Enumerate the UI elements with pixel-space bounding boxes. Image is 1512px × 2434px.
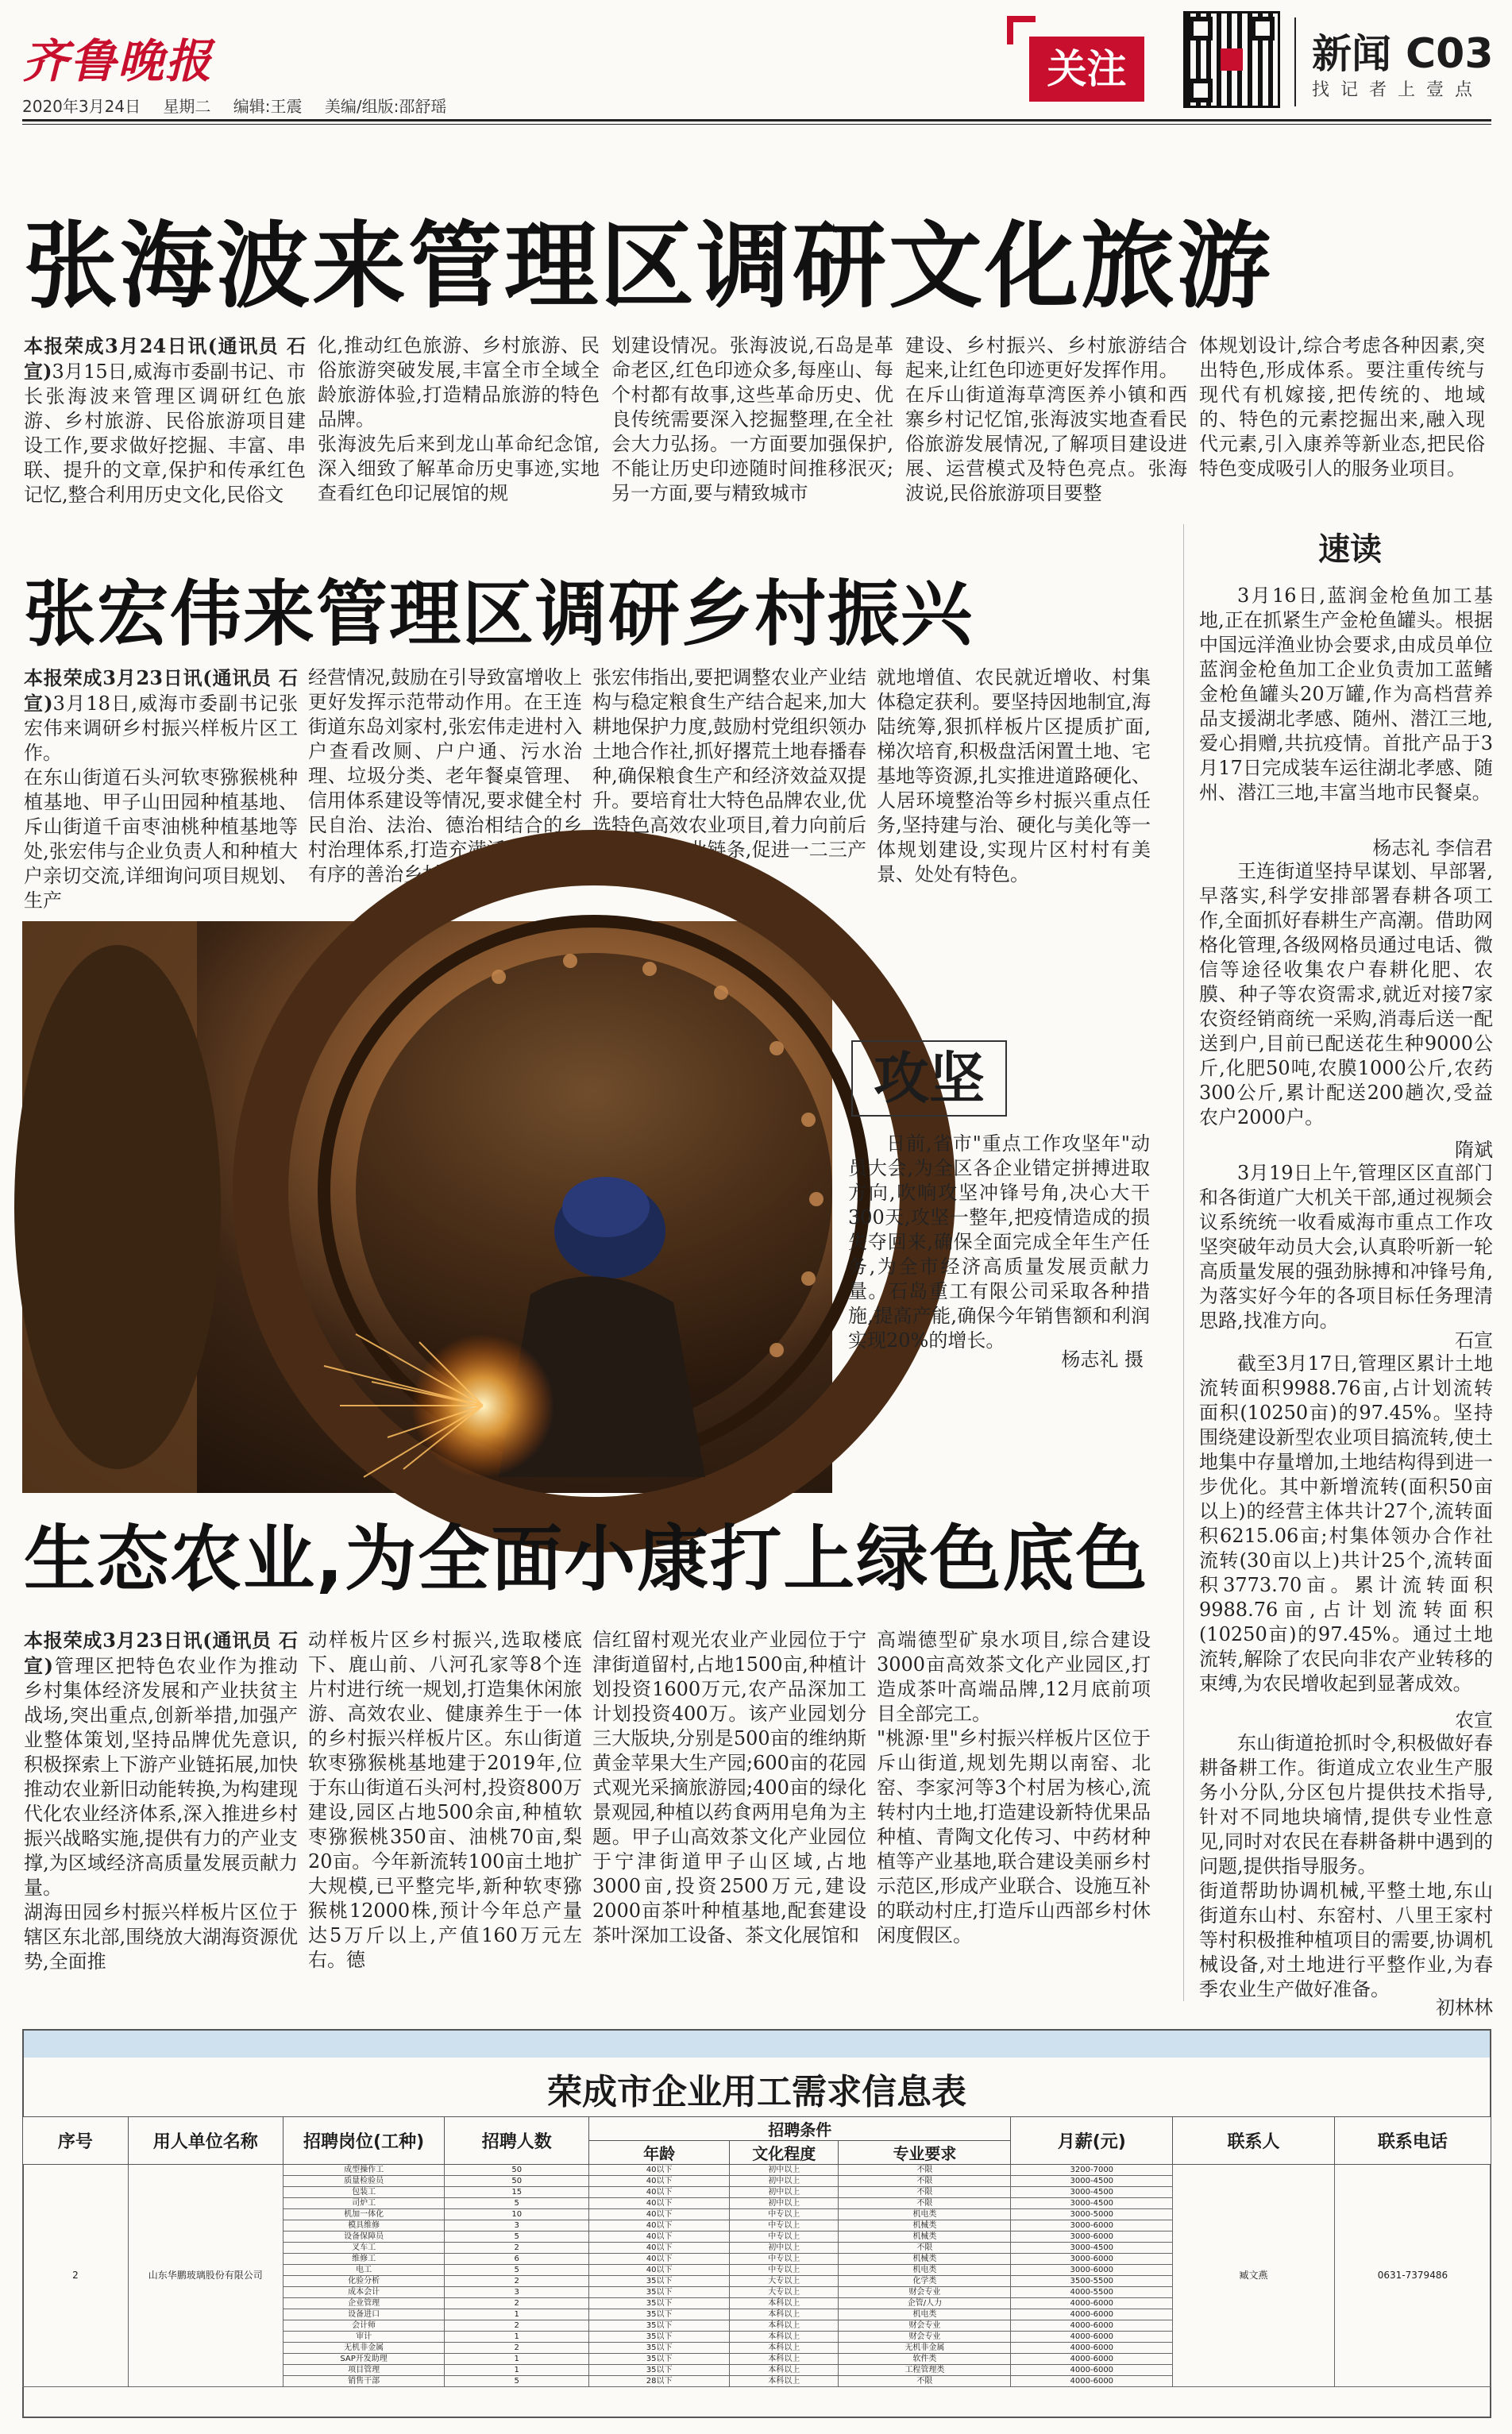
cell-count: 1 <box>445 2365 589 2376</box>
cell-age: 40以下 <box>589 2198 730 2209</box>
cell-count: 50 <box>445 2176 589 2187</box>
news-photo <box>22 921 832 1493</box>
cell-salary: 3000-5000 <box>1011 2209 1173 2220</box>
cell-count: 1 <box>445 2332 589 2343</box>
cell-education: 本科以上 <box>730 2354 839 2365</box>
sidebar-item-1-credit: 杨志礼 李信君 <box>1372 837 1493 859</box>
cell-count: 3 <box>445 2220 589 2231</box>
article3-column-3: 信红留村观光农业产业园位于宁津街道留村,占地1500亩,种植计划投资1600万元,农产品深加工计划投资400万。该产业园划分三大版块,分别是500亩的维纳斯黄金苹果大生产园;600亩的花园式观光采摘旅游园;400亩的绿化景观园,种植以药食两用皂角为主题。甲子山高效茶文化产业园位于宁津街道甲子山区域,占地3000亩,投资2500万元,建设2000亩茶叶种植基地,配套建设茶叶深加工设备、茶文化展馆和 <box>592 1629 866 1946</box>
feature-title-box <box>851 1040 1007 1117</box>
cell-age: 35以下 <box>589 2298 730 2309</box>
cell-age: 40以下 <box>589 2254 730 2265</box>
cell-education: 初中以上 <box>730 2176 839 2187</box>
cell-position: 成型操作工 <box>283 2165 445 2176</box>
cell-major: 工程管理类 <box>839 2365 1011 2376</box>
article3-headline: 生态农业,为全面小康打上绿色底色 <box>24 1518 1149 1601</box>
article1-text-1: 3月15日,威海市委副书记、市长张海波来管理区调研红色旅游、乡村旅游、民俗旅游项目建设工作,要求做好挖掘、丰富、串联、提升的文章,保护和传承红色记忆,整合利用历史文化,民俗文 <box>24 361 306 506</box>
cell-salary: 4000-6000 <box>1011 2309 1173 2320</box>
cell-salary: 4000-6000 <box>1011 2365 1173 2376</box>
cell-major: 企管/人力 <box>839 2298 1011 2309</box>
sidebar-divider <box>1183 524 1184 2001</box>
feature-title: 攻坚 <box>874 1046 985 1111</box>
cell-count: 5 <box>445 2265 589 2276</box>
designer-credit: 美编/组版:邵舒瑶 <box>324 97 447 116</box>
cell-education: 中专以上 <box>730 2220 839 2231</box>
cell-major: 机电类 <box>839 2309 1011 2320</box>
cell-position: 企业管理 <box>283 2298 445 2309</box>
feature-body: 日前,省市"重点工作攻坚年"动员大会,为全区各企业错定拼搏进取方向,吹响攻坚冲锋号角,决心大干300天,攻坚一整年,把疫情造成的损失夺回来,确保全面完成全年生产任务,为全市经济高质量发展贡献力量。石岛重工有限公司采取各种措施,提高产能,确保今年销售额和利润实现20%的增长。 <box>848 1132 1150 1352</box>
issue-date: 2020年3月24日 <box>22 97 141 116</box>
sidebar-item-3: 3月19日上午,管理区区直部门和各街道广大机关干部,通过视频会议系统统一收看威海市重点工作攻坚突破年动员大会,认真聆听新一轮高质量发展的强劲脉搏和冲锋号角,为落实好今年的各项目标任务理清思路,找准方向。 <box>1199 1162 1493 1332</box>
cell-education: 中专以上 <box>730 2254 839 2265</box>
cell-count: 5 <box>445 2198 589 2209</box>
sidebar-item-2-credit: 隋斌 <box>1455 1139 1493 1161</box>
cell-age: 40以下 <box>589 2209 730 2220</box>
sidebar-item-2: 王连街道坚持早谋划、早部署,早落实,科学安排部署春耕各项工作,全面抓好春耕生产高潮。借助网格化管理,各级网格员通过电话、微信等途径收集农户春耕化肥、农膜、种子等农资需求,就近对接7家农资经销商统一采购,消毒后送一配送到户,目前已配送花生种9000公斤,化肥50吨,农膜1000公斤,农药300公斤,累计配送200趟次,受益农户2000户。 <box>1199 860 1493 1128</box>
cell-count: 1 <box>445 2309 589 2320</box>
cell-major: 财会专业 <box>839 2320 1011 2332</box>
cell-age: 28以下 <box>589 2376 730 2387</box>
weekday: 星期二 <box>163 97 211 116</box>
jobs-table-title: 荣成市企业用工需求信息表 <box>547 2072 966 2112</box>
jobs-table-body <box>23 2165 1491 2387</box>
cell-age: 40以下 <box>589 2187 730 2198</box>
cell-contact: 臧文燕 <box>1173 2165 1335 2387</box>
cell-age: 35以下 <box>589 2365 730 2376</box>
cell-education: 本科以上 <box>730 2376 839 2387</box>
article1-column-3: 划建设情况。张海波说,石岛是革命老区,红色印迹众多,每座山、每个村都有故事,这些革命历史、优良传统需要深入挖掘整理,在全社会大力弘扬。一方面要加强保护,不能让历史印迹随时间推移泯灭;另一方面,要与精致城市 <box>611 334 893 504</box>
cell-major: 机电类 <box>839 2265 1011 2276</box>
cell-position: 设备保障员 <box>283 2231 445 2243</box>
cell-major: 财会专业 <box>839 2287 1011 2298</box>
article1-lead: 本报荣成3月24日讯(通讯员 石宣) <box>24 334 306 383</box>
sidebar-item-1: 3月16日,蓝润金枪鱼加工基地,正在抓紧生产金枪鱼罐头。根据中国远洋渔业协会要求,由成员单位蓝润金枪鱼加工企业负责加工蓝鳍金枪鱼罐头20万罐,作为高档营养品支援湖北孝感、随州、潜江三地,爱心捐赠,共抗疫情。首批产品于3月17日完成装车运往湖北孝感、随州、潜江三地,丰富当地市民餐桌。 <box>1199 584 1493 804</box>
cell-position: 会计师 <box>283 2320 445 2332</box>
cell-seq: 2 <box>23 2165 129 2387</box>
cell-age: 35以下 <box>589 2287 730 2298</box>
cell-major: 不限 <box>839 2187 1011 2198</box>
cell-position: 审计 <box>283 2332 445 2343</box>
article3-column-2: 动样板片区乡村振兴,选取楼底下、鹿山前、八河孔家等8个连片村进行统一规划,打造集休闲旅游、高效农业、健康养生于一体的乡村振兴样板片区。东山街道软枣猕猴桃基地建于2019年,位于东山街道石头河村,投资800万建设,园区占地500余亩,种植软枣猕猴桃350亩、油桃70亩,梨20亩。今年新流转100亩土地扩大规模,已平整完毕,新种软枣猕猴桃12000株,预计今年总产量达5万斤以上,产值160万元左右。德 <box>308 1629 582 1971</box>
cell-position: 机加一体化 <box>283 2209 445 2220</box>
follow-label: 关注 <box>1029 37 1144 102</box>
th-count: 招聘人数 <box>445 2117 589 2165</box>
th-salary: 月薪(元) <box>1011 2117 1173 2165</box>
cell-count: 1 <box>445 2354 589 2365</box>
cell-position: 模具维修 <box>283 2220 445 2231</box>
cell-count: 2 <box>445 2243 589 2254</box>
cell-salary: 4000-5500 <box>1011 2287 1173 2298</box>
cell-age: 35以下 <box>589 2309 730 2320</box>
article2-lead: 本报荣成3月23日讯(通讯员 石宣) <box>24 666 298 715</box>
cell-position: 无机非金属 <box>283 2343 445 2354</box>
cell-salary: 3000-4500 <box>1011 2243 1173 2254</box>
article1-column-5: 体规划设计,综合考虑各种因素,突出特色,形成体系。要注重传统与现代有机嫁接,把传统的、地域的、特色的元素挖掘出来,融入现代元素,引入康养等新业态,把民俗特色变成吸引人的服务业项目。 <box>1199 334 1485 480</box>
cell-education: 本科以上 <box>730 2309 839 2320</box>
cell-education: 大专以上 <box>730 2287 839 2298</box>
cell-education: 初中以上 <box>730 2165 839 2176</box>
sidebar-item-4-credit: 农宣 <box>1455 1709 1493 1731</box>
article3-lead: 本报荣成3月23日讯(通讯员 石宣) <box>24 1629 298 1677</box>
cell-position: SAP开发助理 <box>283 2354 445 2365</box>
cell-education: 本科以上 <box>730 2320 839 2332</box>
cell-major: 不限 <box>839 2198 1011 2209</box>
cell-salary: 3000-4500 <box>1011 2198 1173 2209</box>
cell-age: 40以下 <box>589 2176 730 2187</box>
header-separator <box>1294 17 1296 106</box>
cell-count: 2 <box>445 2276 589 2287</box>
header-divider-thin <box>22 124 1491 125</box>
cell-count: 15 <box>445 2187 589 2198</box>
cell-position: 电工 <box>283 2265 445 2276</box>
cell-salary: 3000-6000 <box>1011 2231 1173 2243</box>
article3-text-1: 管理区把特色农业作为推动乡村集体经济发展和产业扶贫主战场,突出重点,创新举措,加强产业整体策划,坚持品牌优先意识,积极探索上下游产业链拓展,加快推动农业新旧动能转换,为构建现代化农业经济体系,深入推进乡村振兴战略实施,提供有力的产业支撑,为区域经济高质量发展贡献力量。 湖海田园乡村振兴样板片区位于辖区东北部,围绕放大湖海资源优势,全面推 <box>24 1655 299 1973</box>
cell-major: 化学类 <box>839 2276 1011 2287</box>
article3-column-1 <box>24 1628 298 2009</box>
cell-age: 40以下 <box>589 2265 730 2276</box>
cell-position: 化验分析 <box>283 2276 445 2287</box>
cell-salary: 4000-6000 <box>1011 2298 1173 2309</box>
cell-major: 不限 <box>839 2176 1011 2187</box>
cell-education: 本科以上 <box>730 2365 839 2376</box>
cell-position: 成本会计 <box>283 2287 445 2298</box>
cell-age: 35以下 <box>589 2276 730 2287</box>
cell-age: 35以下 <box>589 2332 730 2343</box>
cell-salary: 4000-6000 <box>1011 2354 1173 2365</box>
th-contact: 联系人 <box>1173 2117 1335 2165</box>
cell-education: 大专以上 <box>730 2276 839 2287</box>
dateline <box>22 94 464 117</box>
header-divider <box>22 119 1491 122</box>
article2-column-1 <box>24 665 299 912</box>
cell-education: 本科以上 <box>730 2298 839 2309</box>
cell-education: 中专以上 <box>730 2209 839 2220</box>
article3-column-4: 高端德型矿泉水项目,综合建设3000亩高效茶文化产业园区,打造成茶叶高端品牌,12月底前项目全部完工。 "桃源·里"乡村振兴样板片区位于斥山街道,规划先期以南窑、北窑、李家河等3个村居为核心,流转村内土地,打造建设新特优果品种植、青陶文化传习、中药材种植等产业基地,联合建设美丽乡村示范区,形成产业联合、设施互补的联动村庄,打造斥山西部乡村休闲度假区。 <box>877 1629 1151 1946</box>
article2-text-1: 3月18日,威海市委副书记张宏伟来调研乡村振兴样板片区工作。 在东山街道石头河软枣猕猴桃种植基地、甲子山田园种植基地、斥山街道千亩枣油桃种植基地等处,张宏伟与企业负责人和种植大户亲切交流,详细询问项目规划、生产 <box>24 692 299 912</box>
th-education: 文化程度 <box>730 2141 839 2165</box>
cell-major: 机械类 <box>839 2231 1011 2243</box>
sidebar-item-5: 东山街道抢抓时令,积极做好春耕备耕工作。街道成立农业生产服务小分队,分区包片提供技术指导,针对不同地块墒情,提供专业性意见,同时对农民在春耕备耕中遇到的问题,提供指导服务。 街道帮助协调机械,平整土地,东山街道东山村、东窑村、八里王家村等村积极推种植项目的需要,协调机械设备,对土地进行平整作业,为春季农业生产做好准备。 <box>1199 1732 1493 2000</box>
article2-column-4: 就地增值、农民就近增收、村集体稳定获利。要坚持因地制宜,海陆统筹,狠抓样板片区提质扩面,梯次培育,积极盘活闲置土地、宅基地等资源,扎实推进道路硬化、人居环境整治等乡村振兴重点任务,坚持建与治、硬化与美化等一体规划建设,实现片区村村有美景、处处有特色。 <box>877 666 1151 885</box>
cell-count: 2 <box>445 2343 589 2354</box>
cell-count: 5 <box>445 2231 589 2243</box>
th-seq: 序号 <box>23 2117 129 2165</box>
jobs-table-band <box>24 2031 1490 2058</box>
follow-badge <box>1007 16 1151 102</box>
cell-major: 不限 <box>839 2243 1011 2254</box>
feature-photo-credit: 杨志礼 摄 <box>1061 1348 1144 1371</box>
cell-education: 本科以上 <box>730 2343 839 2354</box>
cell-salary: 3500-5500 <box>1011 2276 1173 2287</box>
cell-position: 维修工 <box>283 2254 445 2265</box>
article2-headline: 张宏伟来管理区调研乡村振兴 <box>24 573 974 656</box>
cell-salary: 4000-6000 <box>1011 2376 1173 2387</box>
cell-education: 初中以上 <box>730 2198 839 2209</box>
th-position: 招聘岗位(工种) <box>283 2117 445 2165</box>
cell-major: 不限 <box>839 2376 1011 2387</box>
masthead: 齐鲁晚报 <box>22 34 214 88</box>
cell-count: 2 <box>445 2298 589 2309</box>
cell-age: 40以下 <box>589 2165 730 2176</box>
cell-major: 软件类 <box>839 2354 1011 2365</box>
cell-education: 初中以上 <box>730 2187 839 2198</box>
jobs-table <box>22 2116 1491 2387</box>
article1-column-4: 建设、乡村振兴、乡村旅游结合起来,让红色印迹更好发挥作用。 在斥山街道海草湾医养小镇和西寨乡村记忆馆,张海波实地查看民俗旅游发展情况,了解项目建设进展、运营模式及特色亮点。张海波说,民俗旅游项目要整 <box>905 334 1187 504</box>
cell-age: 35以下 <box>589 2354 730 2365</box>
cell-position: 叉车工 <box>283 2243 445 2254</box>
cell-count: 2 <box>445 2320 589 2332</box>
cell-position: 司炉工 <box>283 2198 445 2209</box>
cell-salary: 4000-6000 <box>1011 2332 1173 2343</box>
cell-salary: 3000-6000 <box>1011 2220 1173 2231</box>
cell-salary: 3200-7000 <box>1011 2165 1173 2176</box>
section-label <box>1312 22 1494 79</box>
editor-credit: 编辑:王震 <box>233 97 303 116</box>
table-row <box>23 2165 1491 2176</box>
section-name: 新闻 <box>1312 31 1391 77</box>
cell-company: 山东华鹏玻璃股份有限公司 <box>128 2165 283 2387</box>
cell-age: 40以下 <box>589 2220 730 2231</box>
cell-major: 财会专业 <box>839 2332 1011 2343</box>
cell-major: 机械类 <box>839 2220 1011 2231</box>
article1-column-2: 化,推动红色旅游、乡村旅游、民俗旅游突破发展,丰富全市全域全龄旅游体验,打造精品旅游的特色品牌。 张海波先后来到龙山革命纪念馆,深入细致了解革命历史事迹,实地查看红色印记展馆的规 <box>318 334 600 504</box>
cell-education: 中专以上 <box>730 2231 839 2243</box>
welding-photo-illustration <box>22 921 832 1493</box>
cell-age: 40以下 <box>589 2231 730 2243</box>
cell-salary: 3000-4500 <box>1011 2187 1173 2198</box>
article2-column-3: 张宏伟指出,要把调整农业产业结构与稳定粮食生产结合起来,加大耕地保护力度,鼓励村党组织领办土地合作社,抓好撂荒土地春播春种,确保粮食生产和经济效益双提升。要培育壮大特色品牌农业,优选特色高效农业项目,着力向前后两端延伸产业链条,促进一二三产业融合发展,让农业 <box>592 666 866 885</box>
cell-major: 机电类 <box>839 2209 1011 2220</box>
cell-salary: 4000-6000 <box>1011 2320 1173 2332</box>
tagline: 找记者上壹点 <box>1312 80 1484 100</box>
cell-age: 35以下 <box>589 2343 730 2354</box>
cell-salary: 3000-6000 <box>1011 2265 1173 2276</box>
cell-salary: 3000-4500 <box>1011 2176 1173 2187</box>
cell-position: 包装工 <box>283 2187 445 2198</box>
cell-education: 本科以上 <box>730 2332 839 2343</box>
cell-count: 6 <box>445 2254 589 2265</box>
th-age: 年龄 <box>589 2141 730 2165</box>
sidebar-item-5-credit: 初林林 <box>1436 1996 1493 2019</box>
cell-age: 35以下 <box>589 2320 730 2332</box>
cell-count: 50 <box>445 2165 589 2176</box>
cell-position: 设备进口 <box>283 2309 445 2320</box>
th-company: 用人单位名称 <box>128 2117 283 2165</box>
article2-column-2: 经营情况,鼓励在引导致富增收上更好发挥示范带动作用。在王连街道东岛刘家村,张宏伟走进村入户查看改厕、户户通、污水治理、垃圾分类、老年餐桌管理、信用体系建设等情况,要求健全村民自治、法治、德治相结合的乡村治理体系,打造充满活力、程序有序的善治乡村。 <box>308 666 582 885</box>
th-conditions: 招聘条件 <box>589 2117 1011 2141</box>
cell-phone: 0631-7379486 <box>1334 2165 1491 2387</box>
sidebar-title: 速读 <box>1318 531 1382 568</box>
cell-major: 不限 <box>839 2165 1011 2176</box>
cell-position: 项目管理 <box>283 2365 445 2376</box>
cell-count: 5 <box>445 2376 589 2387</box>
cell-salary: 4000-6000 <box>1011 2343 1173 2354</box>
article1-column-1 <box>24 334 306 508</box>
cell-education: 初中以上 <box>730 2243 839 2254</box>
cell-position: 销售干部 <box>283 2376 445 2387</box>
cell-count: 10 <box>445 2209 589 2220</box>
sidebar-item-3-credit: 石宣 <box>1455 1329 1493 1352</box>
cell-salary: 3000-6000 <box>1011 2254 1173 2265</box>
qr-code-icon <box>1183 11 1280 108</box>
sidebar-item-4: 截至3月17日,管理区累计土地流转面积9988.76亩,占计划流转面积(10250亩)的97.45%。坚持围绕建设新型农业项目搞流转,使土地集中存量增加,土地结构得到进一步优化。其中新增流转(面积50亩以上)的经营主体共计27个,流转面积6215.06亩;村集体领办合作社流转(30亩以上)共计25个,流转面积3773.70亩。累计流转面积9988.76亩,占计划流转面积(10250亩)的97.45%。通过土地流转,解除了农民向非农产业转移的束缚,为农民增收起到显著成效。 <box>1199 1352 1493 1695</box>
cell-count: 3 <box>445 2287 589 2298</box>
page-number: C03 <box>1406 30 1494 78</box>
cell-major: 无机非金属 <box>839 2343 1011 2354</box>
th-phone: 联系电话 <box>1334 2117 1491 2165</box>
th-major: 专业要求 <box>839 2141 1011 2165</box>
cell-age: 40以下 <box>589 2243 730 2254</box>
article1-headline: 张海波来管理区调研文化旅游 <box>24 211 1274 321</box>
cell-education: 中专以上 <box>730 2265 839 2276</box>
cell-position: 质量检验员 <box>283 2176 445 2187</box>
cell-major: 机械类 <box>839 2254 1011 2265</box>
